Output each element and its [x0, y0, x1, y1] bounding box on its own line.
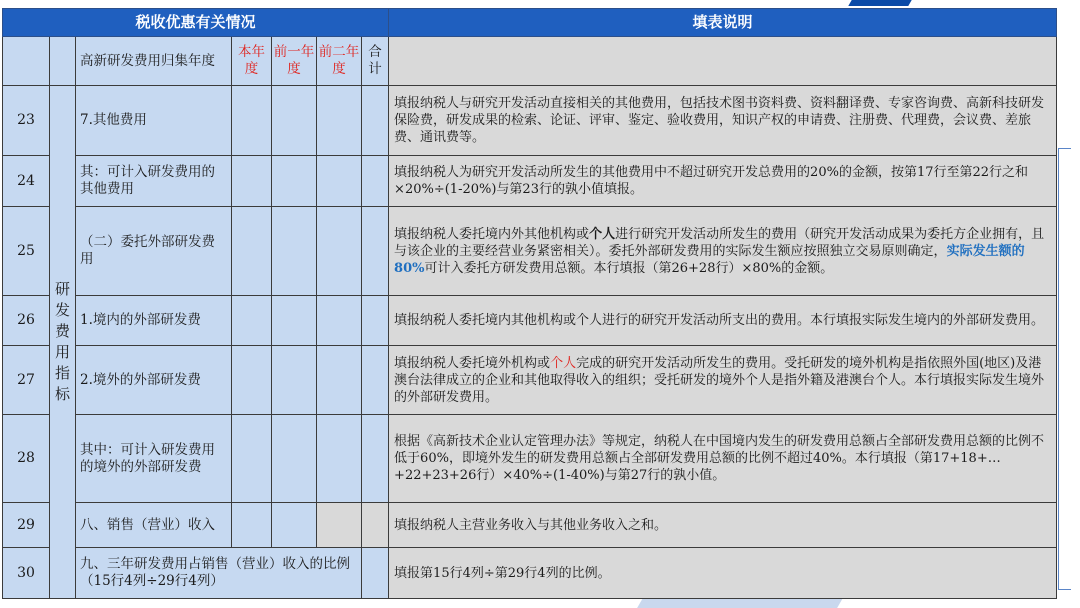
value-this-year[interactable] — [232, 207, 272, 296]
row-item-label: 7.其他费用 — [76, 86, 232, 156]
section-title-instructions: 填表说明 — [389, 9, 1057, 37]
col-header-item: 高新研发费用归集年度 — [76, 37, 232, 86]
value-prev-one-year[interactable] — [272, 86, 317, 156]
value-prev-two-year[interactable] — [317, 207, 362, 296]
value-prev-one-year[interactable] — [272, 503, 317, 548]
value-total[interactable] — [362, 207, 389, 296]
row-item-label: 其中：可计入研发费用的境外的外部研发费 — [76, 415, 232, 503]
row-item-label: 其：可计入研发费用的其他费用 — [76, 156, 232, 207]
value-prev-one-year[interactable] — [272, 296, 317, 346]
row-instruction — [389, 207, 1057, 296]
row-item-label: 1.境内的外部研发费 — [76, 296, 232, 346]
value-this-year[interactable] — [232, 296, 272, 346]
decorative-stripe-bottom — [637, 598, 843, 608]
group-blank — [50, 37, 76, 86]
value-this-year[interactable] — [232, 346, 272, 415]
group-label-char: 用 — [54, 343, 70, 361]
value-total[interactable] — [362, 156, 389, 207]
row-instruction: 根据《高新技术企业认定管理办法》等规定，纳税人在中国境内发生的研发费用总额占全部研发费用总额的比例不低于60%，即境外发生的研发费用总额占全部研发费用总额的比例不超过40%。本行填报（第17+18+…+22+23+26行）×40%÷(1-40%)与第27行的孰小值。 — [389, 415, 1057, 503]
instruction-blank — [389, 37, 1057, 86]
row-number: 28 — [3, 415, 50, 503]
value-total[interactable] — [362, 503, 389, 548]
instruction-text: 填报纳税人委托境外机构或 — [394, 355, 551, 371]
row-item-label: （二）委托外部研发费用 — [76, 207, 232, 296]
row-instruction: 填报纳税人委托境内其他机构或个人进行的研究开发活动所支出的费用。本行填报实际发生境内的外部研发费用。 — [389, 296, 1057, 346]
value-prev-two-year[interactable] — [317, 296, 362, 346]
row-number: 24 — [3, 156, 50, 207]
col-header-total: 合计 — [362, 37, 389, 86]
row-number: 25 — [3, 207, 50, 296]
row-instruction: 填报第15行4列÷第29行4列的比例。 — [389, 548, 1057, 599]
instruction-highlight: 实际发生额的80% — [394, 243, 1025, 276]
value-this-year[interactable] — [232, 86, 272, 156]
instruction-text: 完成的研究开发活动所发生的费用。受托研发的境外机构是指依照外国(地区)及港澳台法律成立的企业和其他取得收入的组织；受托研发的境外个人是指外籍及港澳台个人。本行填报实际发生境外的外部研发费用。 — [394, 355, 1045, 405]
value-prev-one-year[interactable] — [272, 207, 317, 296]
group-label-char: 指 — [54, 364, 70, 382]
instruction-text: 填报纳税人委托境内外其他机构或 — [394, 226, 590, 242]
row-number-blank — [3, 37, 50, 86]
row-item-label: 2.境外的外部研发费 — [76, 346, 232, 415]
row-number: 30 — [3, 548, 50, 599]
value-prev-two-year[interactable] — [317, 86, 362, 156]
value-total[interactable] — [362, 296, 389, 346]
value-total[interactable] — [362, 548, 389, 599]
value-this-year[interactable] — [232, 156, 272, 207]
value-total[interactable] — [362, 86, 389, 156]
row-instruction: 填报纳税人主营业务收入与其他业务收入之和。 — [389, 503, 1057, 548]
section-title-tax-incentives: 税收优惠有关情况 — [3, 9, 389, 37]
table-row — [3, 548, 1057, 599]
group-label-char: 费 — [54, 322, 70, 340]
group-label-rd-indicators — [50, 86, 76, 599]
instruction-text: 可计入委托方研发费用总额。本行填报（第26+28行）×80%的金额。 — [424, 260, 834, 276]
value-prev-two-year[interactable] — [317, 346, 362, 415]
table-row — [3, 503, 1057, 548]
value-total[interactable] — [362, 346, 389, 415]
group-label-char: 发 — [54, 301, 70, 319]
table-row — [3, 156, 1057, 207]
value-prev-one-year[interactable] — [272, 156, 317, 207]
value-this-year[interactable] — [232, 503, 272, 548]
tax-form-table — [2, 8, 1057, 599]
value-prev-two-year[interactable] — [317, 156, 362, 207]
value-total[interactable] — [362, 415, 389, 503]
value-prev-one-year[interactable] — [272, 415, 317, 503]
table-row — [3, 296, 1057, 346]
table-row — [3, 415, 1057, 503]
decorative-stripe-top — [848, 0, 911, 6]
instruction-emphasis: 个人 — [589, 226, 616, 242]
instruction-text: 进行研究开发活动所发生的费用（研究开发活动成果为委托方企业拥有，且与该企业的主要经营业务紧密相关）。委托外部研发费用的实际发生额应按照独立交易原则确定， — [394, 226, 1045, 259]
header-row — [3, 9, 1057, 37]
row-instruction: 填报纳税人与研究开发活动直接相关的其他费用，包括技术图书资料费、资料翻译费、专家咨询费、高新科技研发保险费，研发成果的检索、论证、评审、鉴定、验收费用，知识产权的申请费、注册费、代理费，会议费、差旅费、通讯费等。 — [389, 86, 1057, 156]
row-item-label: 八、销售（营业）收入 — [76, 503, 232, 548]
row-item-label: 九、三年研发费用占销售（营业）收入的比例（15行4列÷29行4列） — [76, 548, 362, 599]
col-header-prev-one-year: 前一年度 — [272, 37, 317, 86]
row-number: 27 — [3, 346, 50, 415]
row-number: 26 — [3, 296, 50, 346]
group-label-char: 标 — [54, 385, 70, 403]
table-row — [3, 86, 1057, 156]
value-prev-two-year[interactable] — [317, 503, 362, 548]
value-prev-one-year[interactable] — [272, 346, 317, 415]
value-this-year[interactable] — [232, 415, 272, 503]
row-number: 29 — [3, 503, 50, 548]
row-instruction: 填报纳税人为研究开发活动所发生的其他费用中不超过研究开发总费用的20%的金额，按第17行至第22行之和×20%÷(1-20%)与第23行的孰小值填报。 — [389, 156, 1057, 207]
col-header-this-year: 本年度 — [232, 37, 272, 86]
col-header-prev-two-year: 前二年度 — [317, 37, 362, 86]
row-instruction — [389, 346, 1057, 415]
row-number: 23 — [3, 86, 50, 156]
table-row — [3, 207, 1057, 296]
group-label-char: 研 — [54, 280, 70, 298]
column-header-row — [3, 37, 1057, 86]
instruction-highlight: 个人 — [550, 355, 577, 371]
decorative-bracket-line — [1058, 148, 1071, 590]
table-row — [3, 346, 1057, 415]
value-prev-two-year[interactable] — [317, 415, 362, 503]
